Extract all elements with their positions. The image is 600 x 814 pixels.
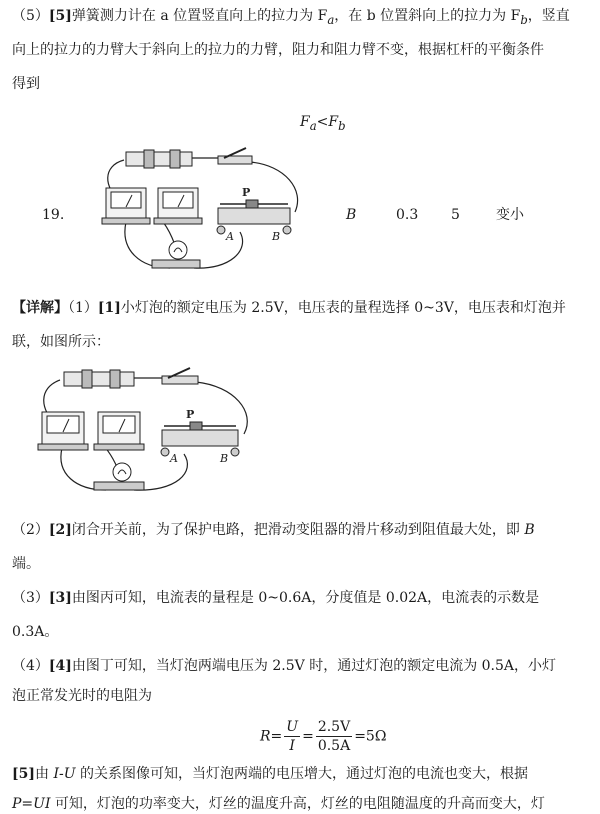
detail-part5-line-2: P=UI 可知，灯泡的功率变大，灯丝的温度升高，灯丝的电阻随温度的升高而变大，灯 xyxy=(12,796,545,812)
question-number: 19. xyxy=(42,207,65,223)
detail-part2-line-1: （2）[2]闭合开关前，为了保护电路，把滑动变阻器的滑片移动到阻值最大处，即 B xyxy=(12,522,535,538)
question-tag: [5] xyxy=(48,8,72,24)
detail-part4-line-1: （4）[4]由图丁可知，当灯泡两端电压为 2.5V 时，通过灯泡的额定电流为 0.5A，小灯 xyxy=(12,658,557,674)
answer-4: 变小 xyxy=(496,207,524,223)
label-b: B xyxy=(220,452,229,465)
voltmeter-icon xyxy=(154,188,202,224)
detail-part3-line-2: 0.3A。 xyxy=(12,624,59,640)
label-a: A xyxy=(170,452,178,465)
battery-icon xyxy=(126,150,192,168)
detail-part3-line-1: （3）[3]由图丙可知，电流表的量程是 0~0.6A，分度值是 0.02A，电流表的示数是 xyxy=(12,590,540,606)
rheostat-icon xyxy=(161,422,239,456)
voltmeter-icon xyxy=(94,412,144,450)
answer-3: 5 xyxy=(451,207,460,223)
ammeter-icon xyxy=(102,188,150,224)
switch-icon xyxy=(162,368,198,384)
ammeter-icon xyxy=(38,412,88,450)
part5-line-3: 得到 xyxy=(12,76,40,92)
answer-1: B xyxy=(346,207,357,223)
detail-part1-line-2: 联，如图所示： xyxy=(12,334,110,350)
circuit-diagram-detail xyxy=(36,362,266,502)
label-b: B xyxy=(272,230,281,243)
detail-part1-line-1: 【详解】（1）[1]小灯泡的额定电压为 2.5V，电压表的量程选择 0~3V，电压表和灯泡并 xyxy=(12,300,566,316)
detail-tag: 【详解】 xyxy=(12,300,68,316)
label-p: P xyxy=(186,408,195,421)
answer-2: 0.3 xyxy=(396,207,419,223)
bulb-icon xyxy=(152,241,200,268)
battery-icon xyxy=(64,370,134,388)
bulb-icon xyxy=(94,463,144,490)
detail-part5-line-1: [5]由 I-U 的关系图像可知，当灯泡两端的电压增大，通过灯泡的电流也变大，根据 xyxy=(12,766,528,782)
force-relation: $F_a<F_b$ xyxy=(300,114,346,133)
part-number: （5） xyxy=(12,8,49,24)
label-a: A xyxy=(226,230,234,243)
part5-line-2: 向上的拉力的力臂大于斜向上的拉力的力臂，阻力和阻力臂不变，根据杠杆的平衡条件 xyxy=(12,42,544,58)
part5-line-1: （5）[5]弹簧测力计在 a 位置竖直向上的拉力为 $F_a$，在 b 位置斜向上的拉力为 $F_b$，竖直 xyxy=(12,8,570,27)
label-p: P xyxy=(242,186,251,199)
resistance-formula: R= $\frac{U}{I}$ = $\frac{2.5V}{0.5A}$ =5Ω xyxy=(260,719,387,754)
circuit-diagram-19 xyxy=(100,140,315,280)
detail-part4-line-2: 泡正常发光时的电阻为 xyxy=(12,688,152,704)
detail-part2-line-2: 端。 xyxy=(12,556,40,572)
switch-icon xyxy=(218,148,252,164)
rheostat-icon xyxy=(217,200,291,234)
